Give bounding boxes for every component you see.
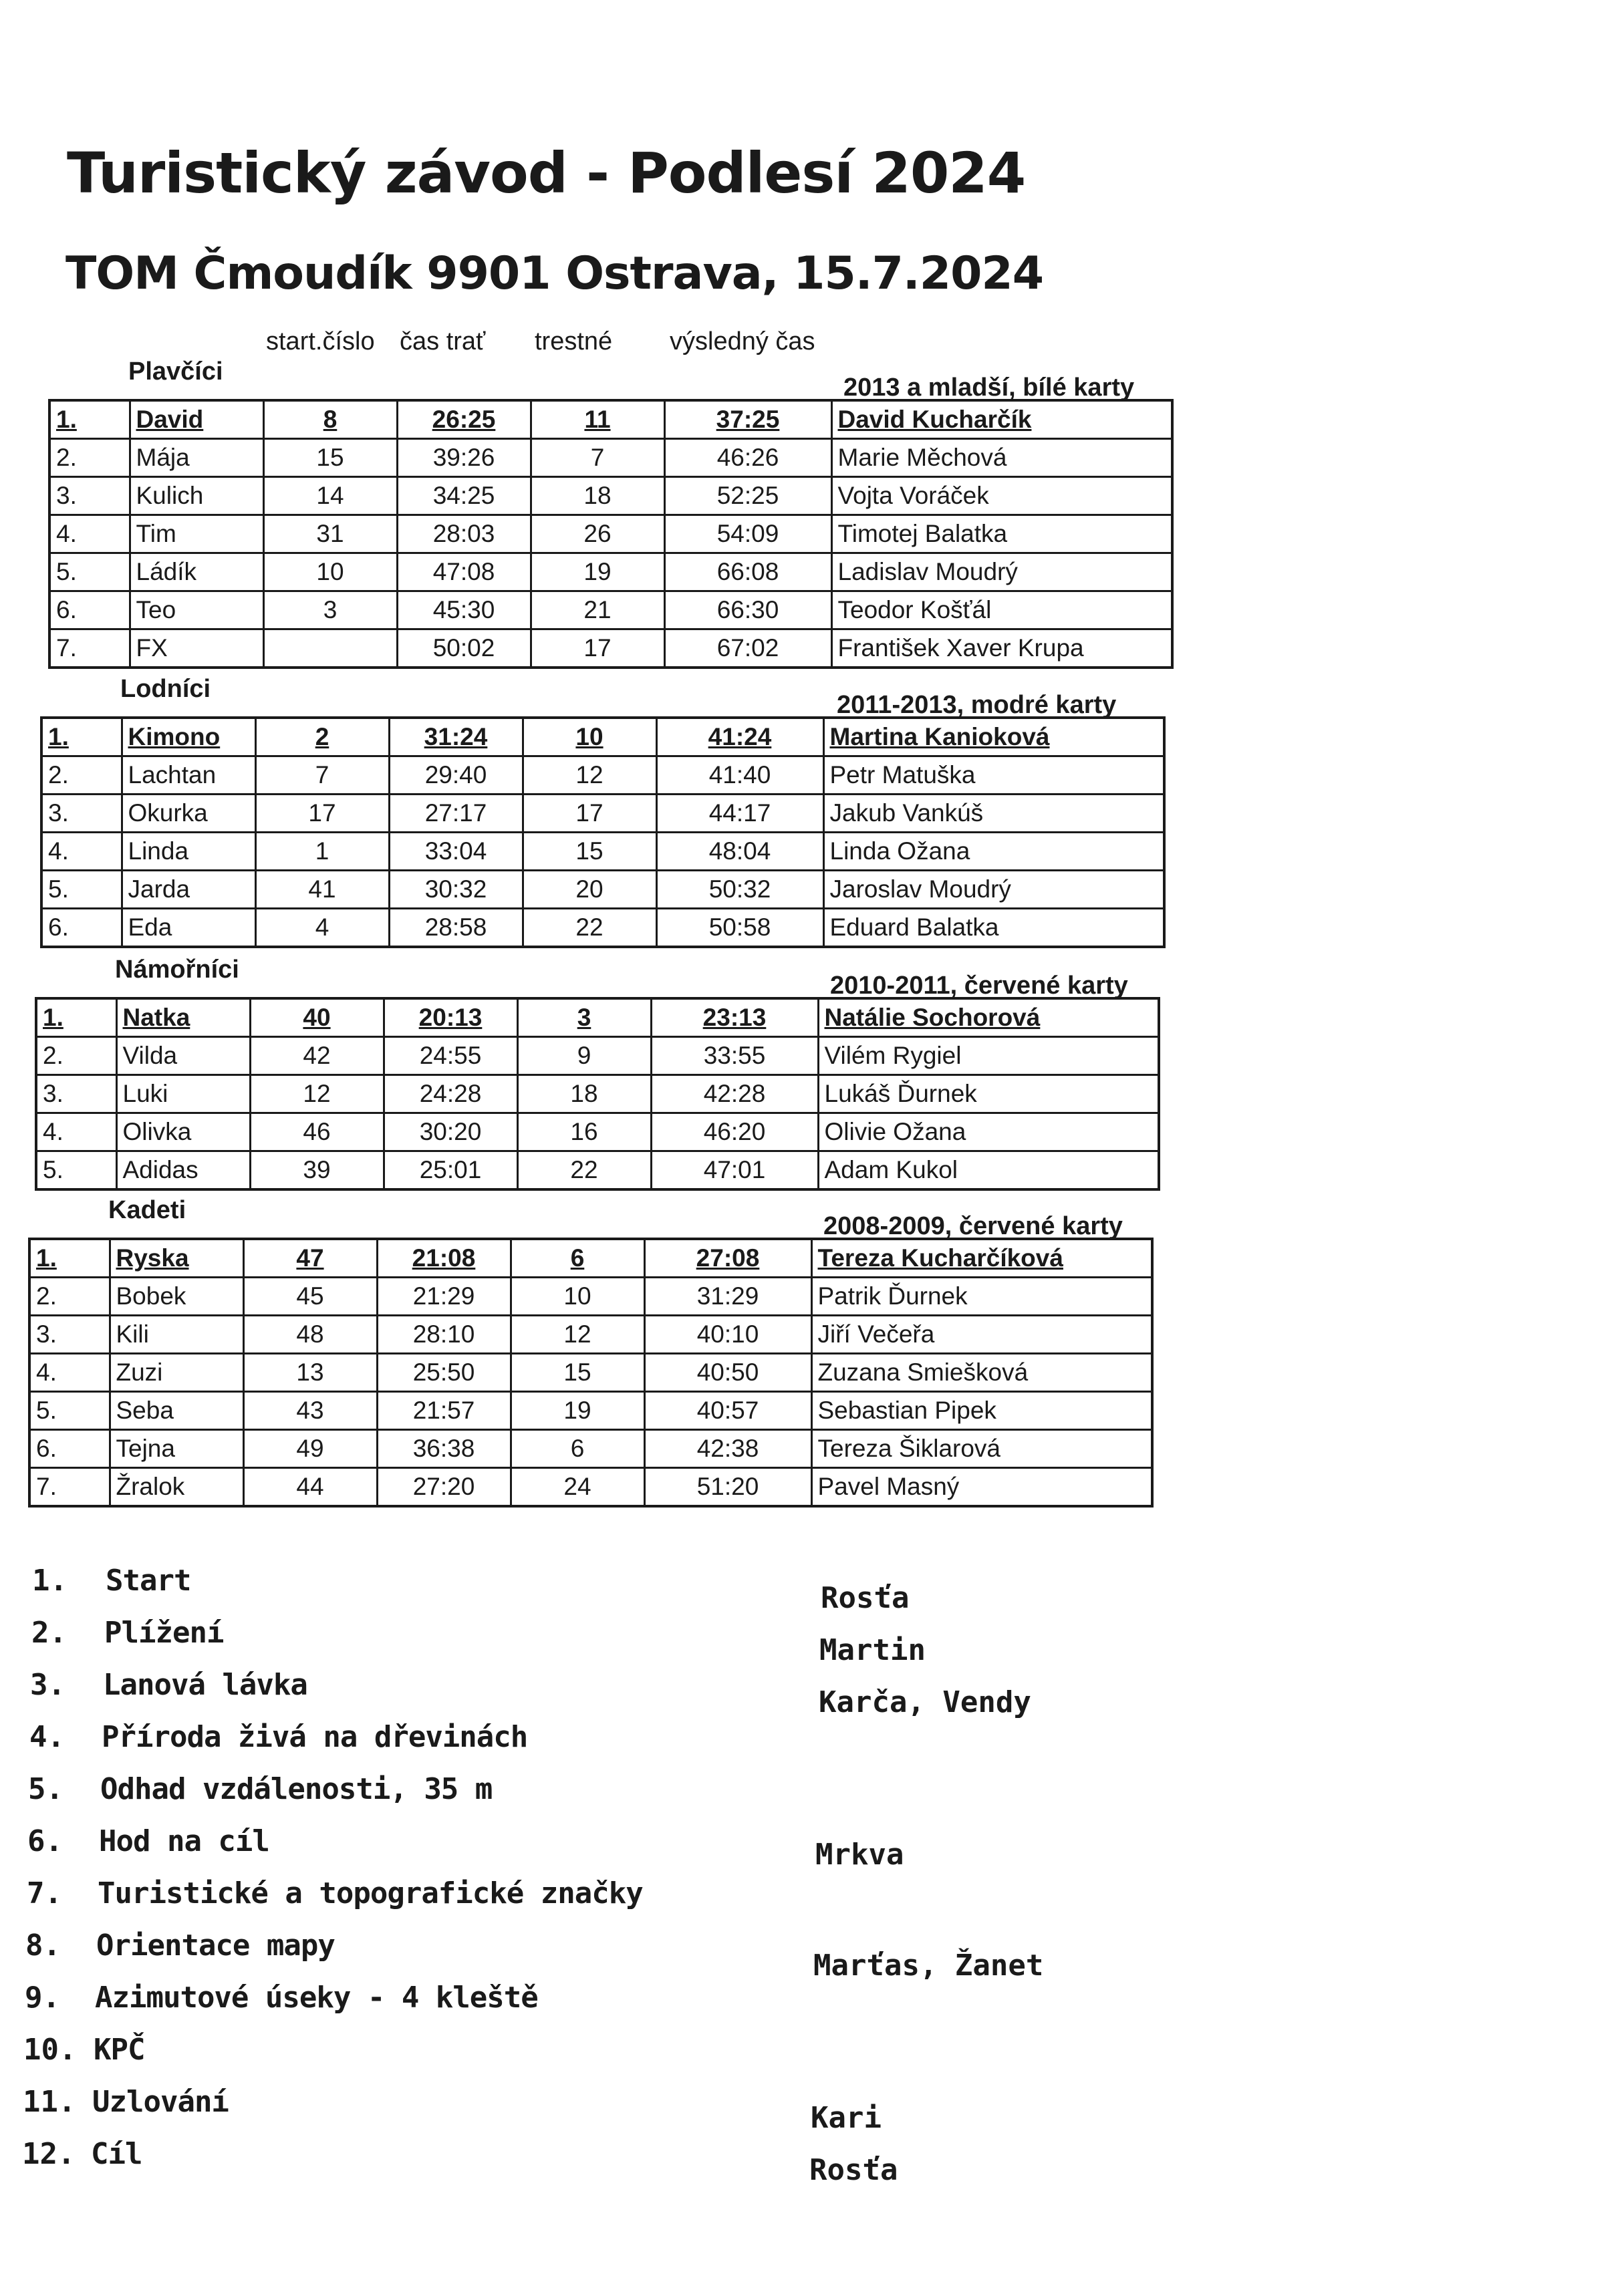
rank-cell: 3.: [49, 477, 130, 515]
final-time-cell: 47:01: [651, 1151, 818, 1190]
rank-cell: 6.: [49, 591, 130, 629]
nickname-cell: Teo: [130, 591, 263, 629]
course-time-cell: 21:08: [377, 1239, 511, 1278]
rank-cell: 7.: [29, 1468, 110, 1507]
nickname-cell: Zuzi: [110, 1354, 243, 1392]
station-name: Plížení: [104, 1616, 224, 1650]
course-time-cell: 27:20: [377, 1468, 511, 1507]
station-name: Orientace mapy: [96, 1928, 335, 1963]
full-name-cell: Ladislav Moudrý: [831, 553, 1172, 591]
penalty-cell: 3: [517, 998, 651, 1037]
nickname-cell: Olivka: [116, 1113, 250, 1151]
penalty-cell: 9: [517, 1037, 651, 1075]
table-row: [29, 1392, 1152, 1430]
station-number: 3.: [30, 1668, 65, 1702]
start-number-cell: 3: [263, 591, 397, 629]
full-name-cell: Pavel Masný: [811, 1468, 1152, 1507]
table-row: [49, 477, 1172, 515]
rank-cell: 3.: [36, 1075, 116, 1113]
course-time-cell: 28:10: [377, 1316, 511, 1354]
results-table: [40, 716, 1166, 948]
column-header-penalty: trestné: [535, 327, 613, 355]
course-time-cell: 24:55: [384, 1037, 517, 1075]
rank-cell: 4.: [29, 1354, 110, 1392]
station-number: 10.: [23, 2033, 77, 2067]
station-name: Hod na cíl: [99, 1824, 269, 1858]
station-number: 11.: [23, 2085, 76, 2119]
start-number-cell: 8: [263, 400, 397, 439]
final-time-cell: 40:57: [644, 1392, 811, 1430]
category-info: 2010-2011, červené karty: [830, 972, 1128, 1000]
rank-cell: 1.: [36, 998, 116, 1037]
table-row: [36, 1151, 1159, 1190]
course-time-cell: 28:58: [389, 909, 523, 948]
rank-cell: 5.: [41, 871, 122, 909]
final-time-cell: 46:26: [664, 439, 831, 477]
start-number-cell: 14: [263, 477, 397, 515]
station-name: Turistické a topografické značky: [98, 1876, 643, 1910]
final-time-cell: 46:20: [651, 1113, 818, 1151]
table-row: [36, 1075, 1159, 1113]
rank-cell: 4.: [36, 1113, 116, 1151]
final-time-cell: 33:55: [651, 1037, 818, 1075]
station-person: Kari: [811, 2101, 882, 2135]
start-number-cell: 39: [250, 1151, 384, 1190]
rank-cell: 2.: [49, 439, 130, 477]
course-time-cell: 34:25: [397, 477, 531, 515]
table-row: [41, 833, 1164, 871]
penalty-cell: 11: [531, 400, 664, 439]
full-name-cell: Timotej Balatka: [831, 515, 1172, 553]
penalty-cell: 17: [523, 795, 656, 833]
category-name: Lodníci: [120, 675, 211, 703]
course-time-cell: 21:29: [377, 1278, 511, 1316]
nickname-cell: Lachtan: [122, 756, 255, 795]
nickname-cell: Natka: [116, 998, 250, 1037]
final-time-cell: 27:08: [644, 1239, 811, 1278]
start-number-cell: 17: [255, 795, 389, 833]
final-time-cell: 66:30: [664, 591, 831, 629]
course-time-cell: 26:25: [397, 400, 531, 439]
station-number: 1.: [32, 1564, 68, 1598]
final-time-cell: 54:09: [664, 515, 831, 553]
start-number-cell: 10: [263, 553, 397, 591]
nickname-cell: Bobek: [110, 1278, 243, 1316]
course-time-cell: 50:02: [397, 629, 531, 668]
station-name: Odhad vzdálenosti, 35 m: [100, 1772, 493, 1806]
table-row: [29, 1430, 1152, 1468]
start-number-cell: 2: [255, 718, 389, 756]
station-number: 9.: [25, 1981, 60, 2015]
station-person: Karča, Vendy: [819, 1685, 1031, 1719]
rank-cell: 5.: [49, 553, 130, 591]
start-number-cell: 15: [263, 439, 397, 477]
results-table: [35, 997, 1160, 1191]
start-number-cell: 43: [243, 1392, 377, 1430]
full-name-cell: Vilém Rygiel: [818, 1037, 1159, 1075]
course-time-cell: 31:24: [389, 718, 523, 756]
nickname-cell: Seba: [110, 1392, 243, 1430]
start-number-cell: 47: [243, 1239, 377, 1278]
station-name: Příroda živá na dřevinách: [102, 1720, 528, 1754]
nickname-cell: Kili: [110, 1316, 243, 1354]
station-person: Martin: [819, 1633, 926, 1667]
start-number-cell: 41: [255, 871, 389, 909]
rank-cell: 3.: [41, 795, 122, 833]
final-time-cell: 41:40: [656, 756, 823, 795]
column-header-final-time: výsledný čas: [670, 327, 815, 355]
nickname-cell: Jarda: [122, 871, 255, 909]
penalty-cell: 10: [511, 1278, 644, 1316]
full-name-cell: Olivie Ožana: [818, 1113, 1159, 1151]
rank-cell: 1.: [29, 1239, 110, 1278]
start-number-cell: 49: [243, 1430, 377, 1468]
table-row: [49, 553, 1172, 591]
full-name-cell: Tereza Šiklarová: [811, 1430, 1152, 1468]
start-number-cell: 13: [243, 1354, 377, 1392]
rank-cell: 2.: [41, 756, 122, 795]
rank-cell: 5.: [29, 1392, 110, 1430]
table-row: [49, 591, 1172, 629]
category-info: 2011-2013, modré karty: [837, 691, 1117, 719]
penalty-cell: 22: [517, 1151, 651, 1190]
nickname-cell: Žralok: [110, 1468, 243, 1507]
nickname-cell: Okurka: [122, 795, 255, 833]
results-table: [48, 399, 1174, 669]
station-name: Azimutové úseky - 4 kleště: [95, 1981, 538, 2015]
nickname-cell: Kulich: [130, 477, 263, 515]
course-time-cell: 20:13: [384, 998, 517, 1037]
table-row: [49, 400, 1172, 439]
table-row: [29, 1239, 1152, 1278]
course-time-cell: 36:38: [377, 1430, 511, 1468]
penalty-cell: 12: [511, 1316, 644, 1354]
penalty-cell: 15: [523, 833, 656, 871]
station-person: Marťas, Žanet: [813, 1949, 1044, 1983]
station-number: 12.: [22, 2137, 76, 2171]
rank-cell: 1.: [41, 718, 122, 756]
station-number: 5.: [28, 1772, 63, 1806]
results-table: [28, 1238, 1154, 1508]
course-time-cell: 25:01: [384, 1151, 517, 1190]
table-row: [41, 756, 1164, 795]
course-time-cell: 39:26: [397, 439, 531, 477]
rank-cell: 2.: [29, 1278, 110, 1316]
course-time-cell: 29:40: [389, 756, 523, 795]
page-subtitle: TOM Čmoudík 9901 Ostrava, 15.7.2024: [65, 247, 1044, 300]
nickname-cell: Adidas: [116, 1151, 250, 1190]
full-name-cell: Zuzana Smiešková: [811, 1354, 1152, 1392]
course-time-cell: 33:04: [389, 833, 523, 871]
table-row: [41, 871, 1164, 909]
penalty-cell: 24: [511, 1468, 644, 1507]
penalty-cell: 26: [531, 515, 664, 553]
nickname-cell: Ryska: [110, 1239, 243, 1278]
final-time-cell: 41:24: [656, 718, 823, 756]
full-name-cell: Petr Matuška: [823, 756, 1164, 795]
station-name: Start: [106, 1564, 191, 1598]
full-name-cell: Linda Ožana: [823, 833, 1164, 871]
page-title: Turistický závod - Podlesí 2024: [67, 140, 1026, 206]
nickname-cell: Linda: [122, 833, 255, 871]
table-row: [29, 1354, 1152, 1392]
station-number: 7.: [27, 1876, 62, 1910]
course-time-cell: 27:17: [389, 795, 523, 833]
penalty-cell: 20: [523, 871, 656, 909]
table-row: [36, 1037, 1159, 1075]
penalty-cell: 12: [523, 756, 656, 795]
station-person: Mrkva: [815, 1838, 904, 1872]
rank-cell: 6.: [41, 909, 122, 948]
category-info: 2008-2009, červené karty: [823, 1212, 1123, 1240]
penalty-cell: 6: [511, 1239, 644, 1278]
penalty-cell: 6: [511, 1430, 644, 1468]
station-number: 6.: [27, 1824, 63, 1858]
nickname-cell: Eda: [122, 909, 255, 948]
category-info: 2013 a mladší, bílé karty: [843, 374, 1135, 402]
penalty-cell: 18: [531, 477, 664, 515]
station-name: Uzlování: [92, 2085, 229, 2119]
rank-cell: 1.: [49, 400, 130, 439]
final-time-cell: 44:17: [656, 795, 823, 833]
nickname-cell: Vilda: [116, 1037, 250, 1075]
start-number-cell: 31: [263, 515, 397, 553]
stations-list: [0, 1544, 1610, 2185]
penalty-cell: 21: [531, 591, 664, 629]
penalty-cell: 17: [531, 629, 664, 668]
station-number: 8.: [25, 1928, 61, 1963]
table-row: [49, 515, 1172, 553]
nickname-cell: FX: [130, 629, 263, 668]
column-header-start-number: start.číslo: [266, 327, 375, 355]
penalty-cell: 22: [523, 909, 656, 948]
full-name-cell: David Kucharčík: [831, 400, 1172, 439]
full-name-cell: Marie Měchová: [831, 439, 1172, 477]
course-time-cell: 45:30: [397, 591, 531, 629]
course-time-cell: 30:20: [384, 1113, 517, 1151]
full-name-cell: Jiří Večeřa: [811, 1316, 1152, 1354]
penalty-cell: 19: [511, 1392, 644, 1430]
nickname-cell: Ládík: [130, 553, 263, 591]
nickname-cell: Luki: [116, 1075, 250, 1113]
table-row: [29, 1316, 1152, 1354]
final-time-cell: 51:20: [644, 1468, 811, 1507]
penalty-cell: 18: [517, 1075, 651, 1113]
rank-cell: 7.: [49, 629, 130, 668]
rank-cell: 4.: [41, 833, 122, 871]
course-time-cell: 24:28: [384, 1075, 517, 1113]
start-number-cell: 46: [250, 1113, 384, 1151]
final-time-cell: 67:02: [664, 629, 831, 668]
full-name-cell: Sebastian Pipek: [811, 1392, 1152, 1430]
course-time-cell: 47:08: [397, 553, 531, 591]
table-row: [36, 998, 1159, 1037]
full-name-cell: Adam Kukol: [818, 1151, 1159, 1190]
penalty-cell: 10: [523, 718, 656, 756]
course-time-cell: 25:50: [377, 1354, 511, 1392]
station-name: Lanová lávka: [103, 1668, 307, 1702]
table-row: [41, 795, 1164, 833]
start-number-cell: 48: [243, 1316, 377, 1354]
penalty-cell: 15: [511, 1354, 644, 1392]
table-row: [49, 439, 1172, 477]
full-name-cell: Vojta Voráček: [831, 477, 1172, 515]
rank-cell: 3.: [29, 1316, 110, 1354]
station-name: Cíl: [91, 2137, 142, 2171]
rank-cell: 6.: [29, 1430, 110, 1468]
start-number-cell: 42: [250, 1037, 384, 1075]
final-time-cell: 31:29: [644, 1278, 811, 1316]
column-header-course-time: čas trať: [400, 327, 486, 355]
start-number-cell: 44: [243, 1468, 377, 1507]
nickname-cell: Mája: [130, 439, 263, 477]
full-name-cell: Eduard Balatka: [823, 909, 1164, 948]
final-time-cell: 50:32: [656, 871, 823, 909]
full-name-cell: Jaroslav Moudrý: [823, 871, 1164, 909]
course-time-cell: 21:57: [377, 1392, 511, 1430]
full-name-cell: Lukáš Ďurnek: [818, 1075, 1159, 1113]
full-name-cell: František Xaver Krupa: [831, 629, 1172, 668]
category-name: Plavčíci: [128, 357, 223, 386]
station-person: Rosťa: [821, 1581, 910, 1615]
start-number-cell: 12: [250, 1075, 384, 1113]
table-row: [41, 909, 1164, 948]
final-time-cell: 66:08: [664, 553, 831, 591]
rank-cell: 2.: [36, 1037, 116, 1075]
station-number: 4.: [29, 1720, 65, 1754]
nickname-cell: Tim: [130, 515, 263, 553]
penalty-cell: 7: [531, 439, 664, 477]
final-time-cell: 37:25: [664, 400, 831, 439]
final-time-cell: 42:38: [644, 1430, 811, 1468]
station-person: Rosťa: [809, 2153, 898, 2187]
final-time-cell: 50:58: [656, 909, 823, 948]
final-time-cell: 52:25: [664, 477, 831, 515]
table-row: [29, 1278, 1152, 1316]
final-time-cell: 40:10: [644, 1316, 811, 1354]
category-name: Námořníci: [115, 956, 239, 984]
station-number: 2.: [31, 1616, 67, 1650]
penalty-cell: 16: [517, 1113, 651, 1151]
table-row: [29, 1468, 1152, 1507]
full-name-cell: Tereza Kucharčíková: [811, 1239, 1152, 1278]
rank-cell: 4.: [49, 515, 130, 553]
full-name-cell: Patrik Ďurnek: [811, 1278, 1152, 1316]
station-name: KPČ: [94, 2033, 145, 2067]
table-row: [36, 1113, 1159, 1151]
full-name-cell: Jakub Vankúš: [823, 795, 1164, 833]
table-row: [49, 629, 1172, 668]
start-number-cell: 4: [255, 909, 389, 948]
final-time-cell: 23:13: [651, 998, 818, 1037]
final-time-cell: 48:04: [656, 833, 823, 871]
course-time-cell: 28:03: [397, 515, 531, 553]
start-number-cell: 1: [255, 833, 389, 871]
nickname-cell: Kimono: [122, 718, 255, 756]
rank-cell: 5.: [36, 1151, 116, 1190]
nickname-cell: Tejna: [110, 1430, 243, 1468]
start-number-cell: 40: [250, 998, 384, 1037]
table-row: [41, 718, 1164, 756]
final-time-cell: 40:50: [644, 1354, 811, 1392]
start-number-cell: 45: [243, 1278, 377, 1316]
full-name-cell: Teodor Košťál: [831, 591, 1172, 629]
course-time-cell: 30:32: [389, 871, 523, 909]
full-name-cell: Natálie Sochorová: [818, 998, 1159, 1037]
start-number-cell: 7: [255, 756, 389, 795]
nickname-cell: David: [130, 400, 263, 439]
start-number-cell: [263, 629, 397, 668]
penalty-cell: 19: [531, 553, 664, 591]
category-name: Kadeti: [108, 1196, 186, 1224]
final-time-cell: 42:28: [651, 1075, 818, 1113]
full-name-cell: Martina Kanioková: [823, 718, 1164, 756]
